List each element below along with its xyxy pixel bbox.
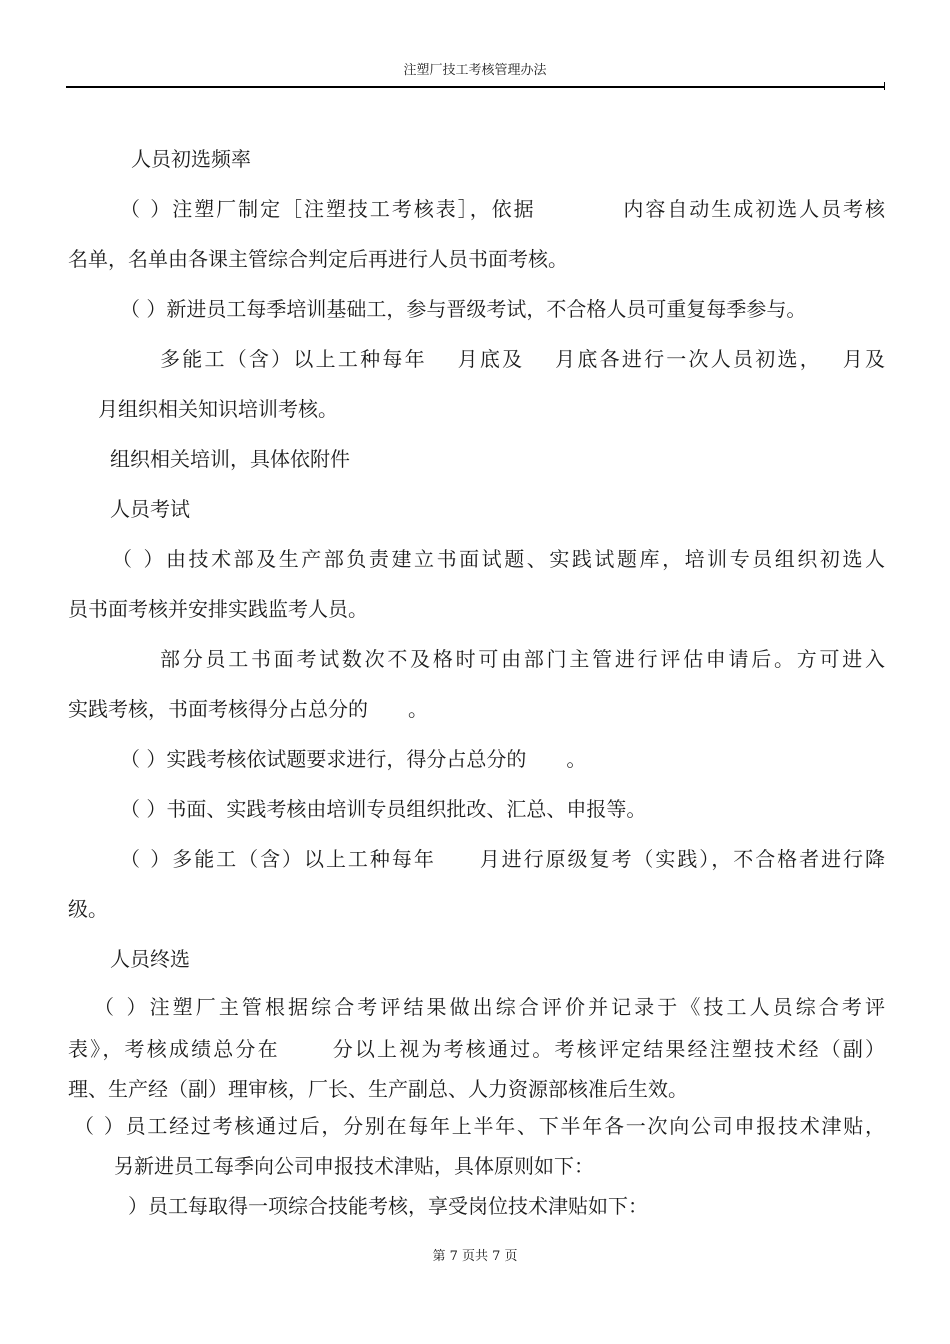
running-header-title: 注塑厂技工考核管理办法 xyxy=(403,63,547,78)
paragraph-line: 表》，考核成绩总分在 分以上视为考核通过。考核评定结果经注塑技术经（副） xyxy=(68,1037,885,1061)
section-heading-initial-selection-frequency: 人员初选频率 xyxy=(131,147,251,171)
paragraph-line: 部分员工书面考试数次不及格时可由部门主管进行评估申请后。方可进入 xyxy=(160,647,885,671)
paragraph-line: （ ）书面、实践考核由培训专员组织批改、汇总、申报等。 xyxy=(120,797,647,821)
paragraph-line: （ ）多能工（含）以上工种每年 月进行原级复考（实践），不合格者进行降 xyxy=(120,847,885,871)
paragraph-line: （ ）实践考核依试题要求进行，得分占总分的 。 xyxy=(120,747,587,771)
header-rule xyxy=(66,86,884,88)
paragraph-line: 多能工（含）以上工种每年 月底及 月底各进行一次人员初选， 月及 xyxy=(160,347,885,371)
paragraph-line: 另新进员工每季向公司申报技术津贴，具体原则如下： xyxy=(114,1154,594,1178)
page-number: 第 7 页共 7 页 xyxy=(432,1249,518,1264)
paragraph-line: 月组织相关知识培训考核。 xyxy=(98,397,338,421)
section-heading-personnel-exam: 人员考试 xyxy=(110,497,190,521)
paragraph-line: 员书面考核并安排实践监考人员。 xyxy=(68,597,368,621)
paragraph-line: （ ）注塑厂主管根据综合考评结果做出综合评价并记录于《技工人员综合考评 xyxy=(94,995,885,1019)
paragraph-line: 理、生产经（副）理审核，厂长、生产副总、人力资源部核准后生效。 xyxy=(68,1077,688,1101)
paragraph-line: （ ）员工经过考核通过后，分别在每年上半年、下半年各一次向公司申报技术津贴， xyxy=(74,1114,885,1138)
paragraph-line: （ ）由技术部及生产部负责建立书面试题、实践试题库，培训专员组织初选人 xyxy=(112,547,885,571)
paragraph-line: 名单，名单由各课主管综合判定后再进行人员书面考核。 xyxy=(68,247,568,271)
paragraph-line: （ ）注塑厂制定［注塑技工考核表］，依据 内容自动生成初选人员考核 xyxy=(120,197,885,221)
header-rule-end xyxy=(884,82,885,90)
paragraph-line: 实践考核，书面考核得分占总分的 。 xyxy=(68,697,428,721)
paragraph-line: 组织相关培训，具体依附件 xyxy=(110,447,350,471)
section-heading-final-selection: 人员终选 xyxy=(110,947,190,971)
paragraph-line: ）员工每取得一项综合技能考核，享受岗位技术津贴如下： xyxy=(128,1194,648,1218)
paragraph-line: （ ）新进员工每季培训基础工，参与晋级考试，不合格人员可重复每季参与。 xyxy=(120,297,807,321)
paragraph-line: 级。 xyxy=(68,897,108,921)
